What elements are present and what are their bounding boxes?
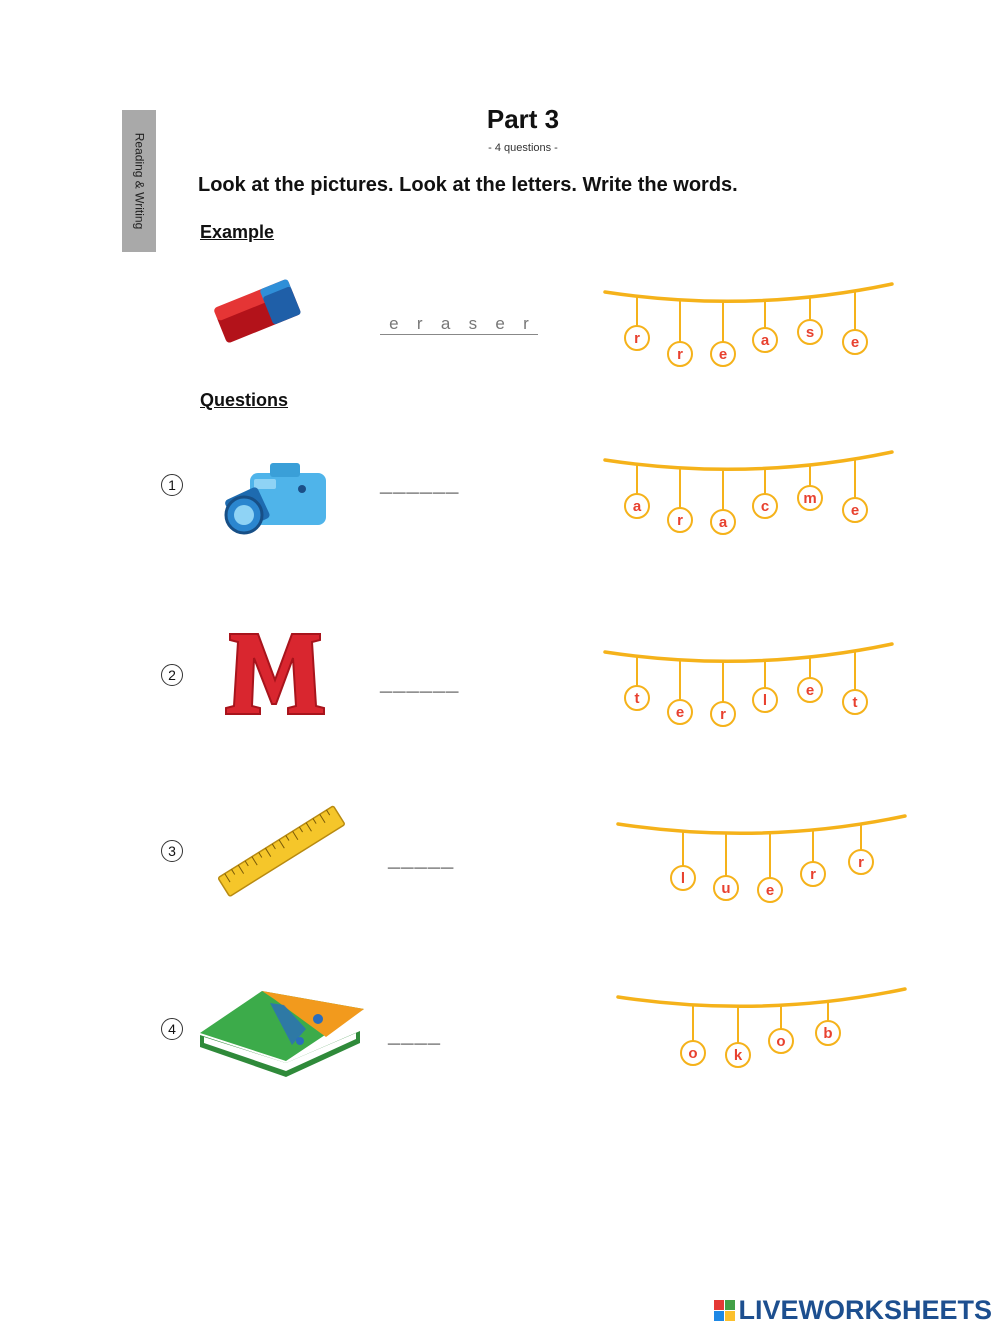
garland-letter: k (733, 1047, 743, 1064)
garland-string (605, 644, 892, 661)
garland-letter: r (634, 330, 640, 347)
garland-letter: e (850, 502, 860, 519)
garland-string (605, 284, 892, 301)
instruction-text: Look at the pictures. Look at the letters. Write the words. (198, 174, 738, 196)
question-number: 2 (161, 664, 183, 686)
questions-heading: Questions (200, 390, 289, 410)
garland-letter: r (720, 706, 726, 723)
garland-letter: e (805, 682, 815, 699)
garland-letter: e (718, 346, 728, 363)
liveworksheets-logo (714, 1295, 992, 1326)
answer-letter: e (495, 314, 505, 333)
ruler-icon (212, 800, 352, 905)
brand-logo-icon (714, 1300, 735, 1321)
garland-letter: a (718, 514, 728, 531)
page-subtitle: - 4 questions - (488, 142, 558, 154)
answer-blanks[interactable]: ______ (380, 670, 460, 695)
answer-letter: r (523, 314, 529, 333)
garland-letter: u (721, 880, 731, 897)
garland-letter: l (762, 692, 768, 709)
garland-letter: a (632, 498, 642, 515)
question-number: 4 (161, 1018, 183, 1040)
question-2-garland (600, 640, 900, 740)
page-title: Part 3 (486, 104, 560, 134)
book-icon (196, 985, 368, 1085)
garland-string (618, 989, 905, 1006)
garland-letter: c (760, 498, 770, 515)
garland-string (605, 452, 892, 469)
question-4-garland (613, 985, 913, 1085)
garland-letter: e (675, 704, 685, 721)
answer-blanks[interactable]: ______ (380, 471, 460, 496)
question-number: 1 (161, 474, 183, 496)
answer-letter: e (389, 314, 399, 333)
letter-m-icon (218, 628, 333, 720)
question-1-garland (600, 448, 900, 548)
garland-letter: r (677, 346, 683, 363)
garland-letter: e (765, 882, 775, 899)
example-garland (600, 280, 900, 380)
garland-letter: l (680, 870, 686, 887)
garland-letter: o (776, 1033, 786, 1050)
answer-blanks[interactable]: ____ (388, 1022, 441, 1047)
brand-text: LIVEWORKSHEETS (738, 1295, 992, 1325)
question-number: 3 (161, 840, 183, 862)
garland-letter: t (634, 690, 640, 707)
garland-letter: o (688, 1045, 698, 1062)
garland-letter: a (760, 332, 770, 349)
eraser-icon (208, 278, 308, 348)
garland-letter: r (858, 854, 864, 871)
garland-letter: r (677, 512, 683, 529)
example-answer (380, 312, 538, 335)
garland-letter: b (823, 1025, 833, 1042)
camera-icon (220, 455, 330, 540)
question-3-garland (613, 812, 913, 912)
garland-letter: s (805, 324, 815, 341)
garland-letter: e (850, 334, 860, 351)
side-tab-label: Reading & Writing (132, 132, 146, 230)
answer-blanks[interactable]: _____ (388, 846, 455, 871)
garland-letter: r (810, 866, 816, 883)
garland-letter: t (852, 694, 858, 711)
answer-letter: s (468, 314, 478, 333)
answer-letter: a (440, 314, 451, 333)
example-heading: Example (200, 222, 275, 242)
garland-letter: m (803, 490, 817, 507)
answer-letter: r (416, 314, 423, 333)
